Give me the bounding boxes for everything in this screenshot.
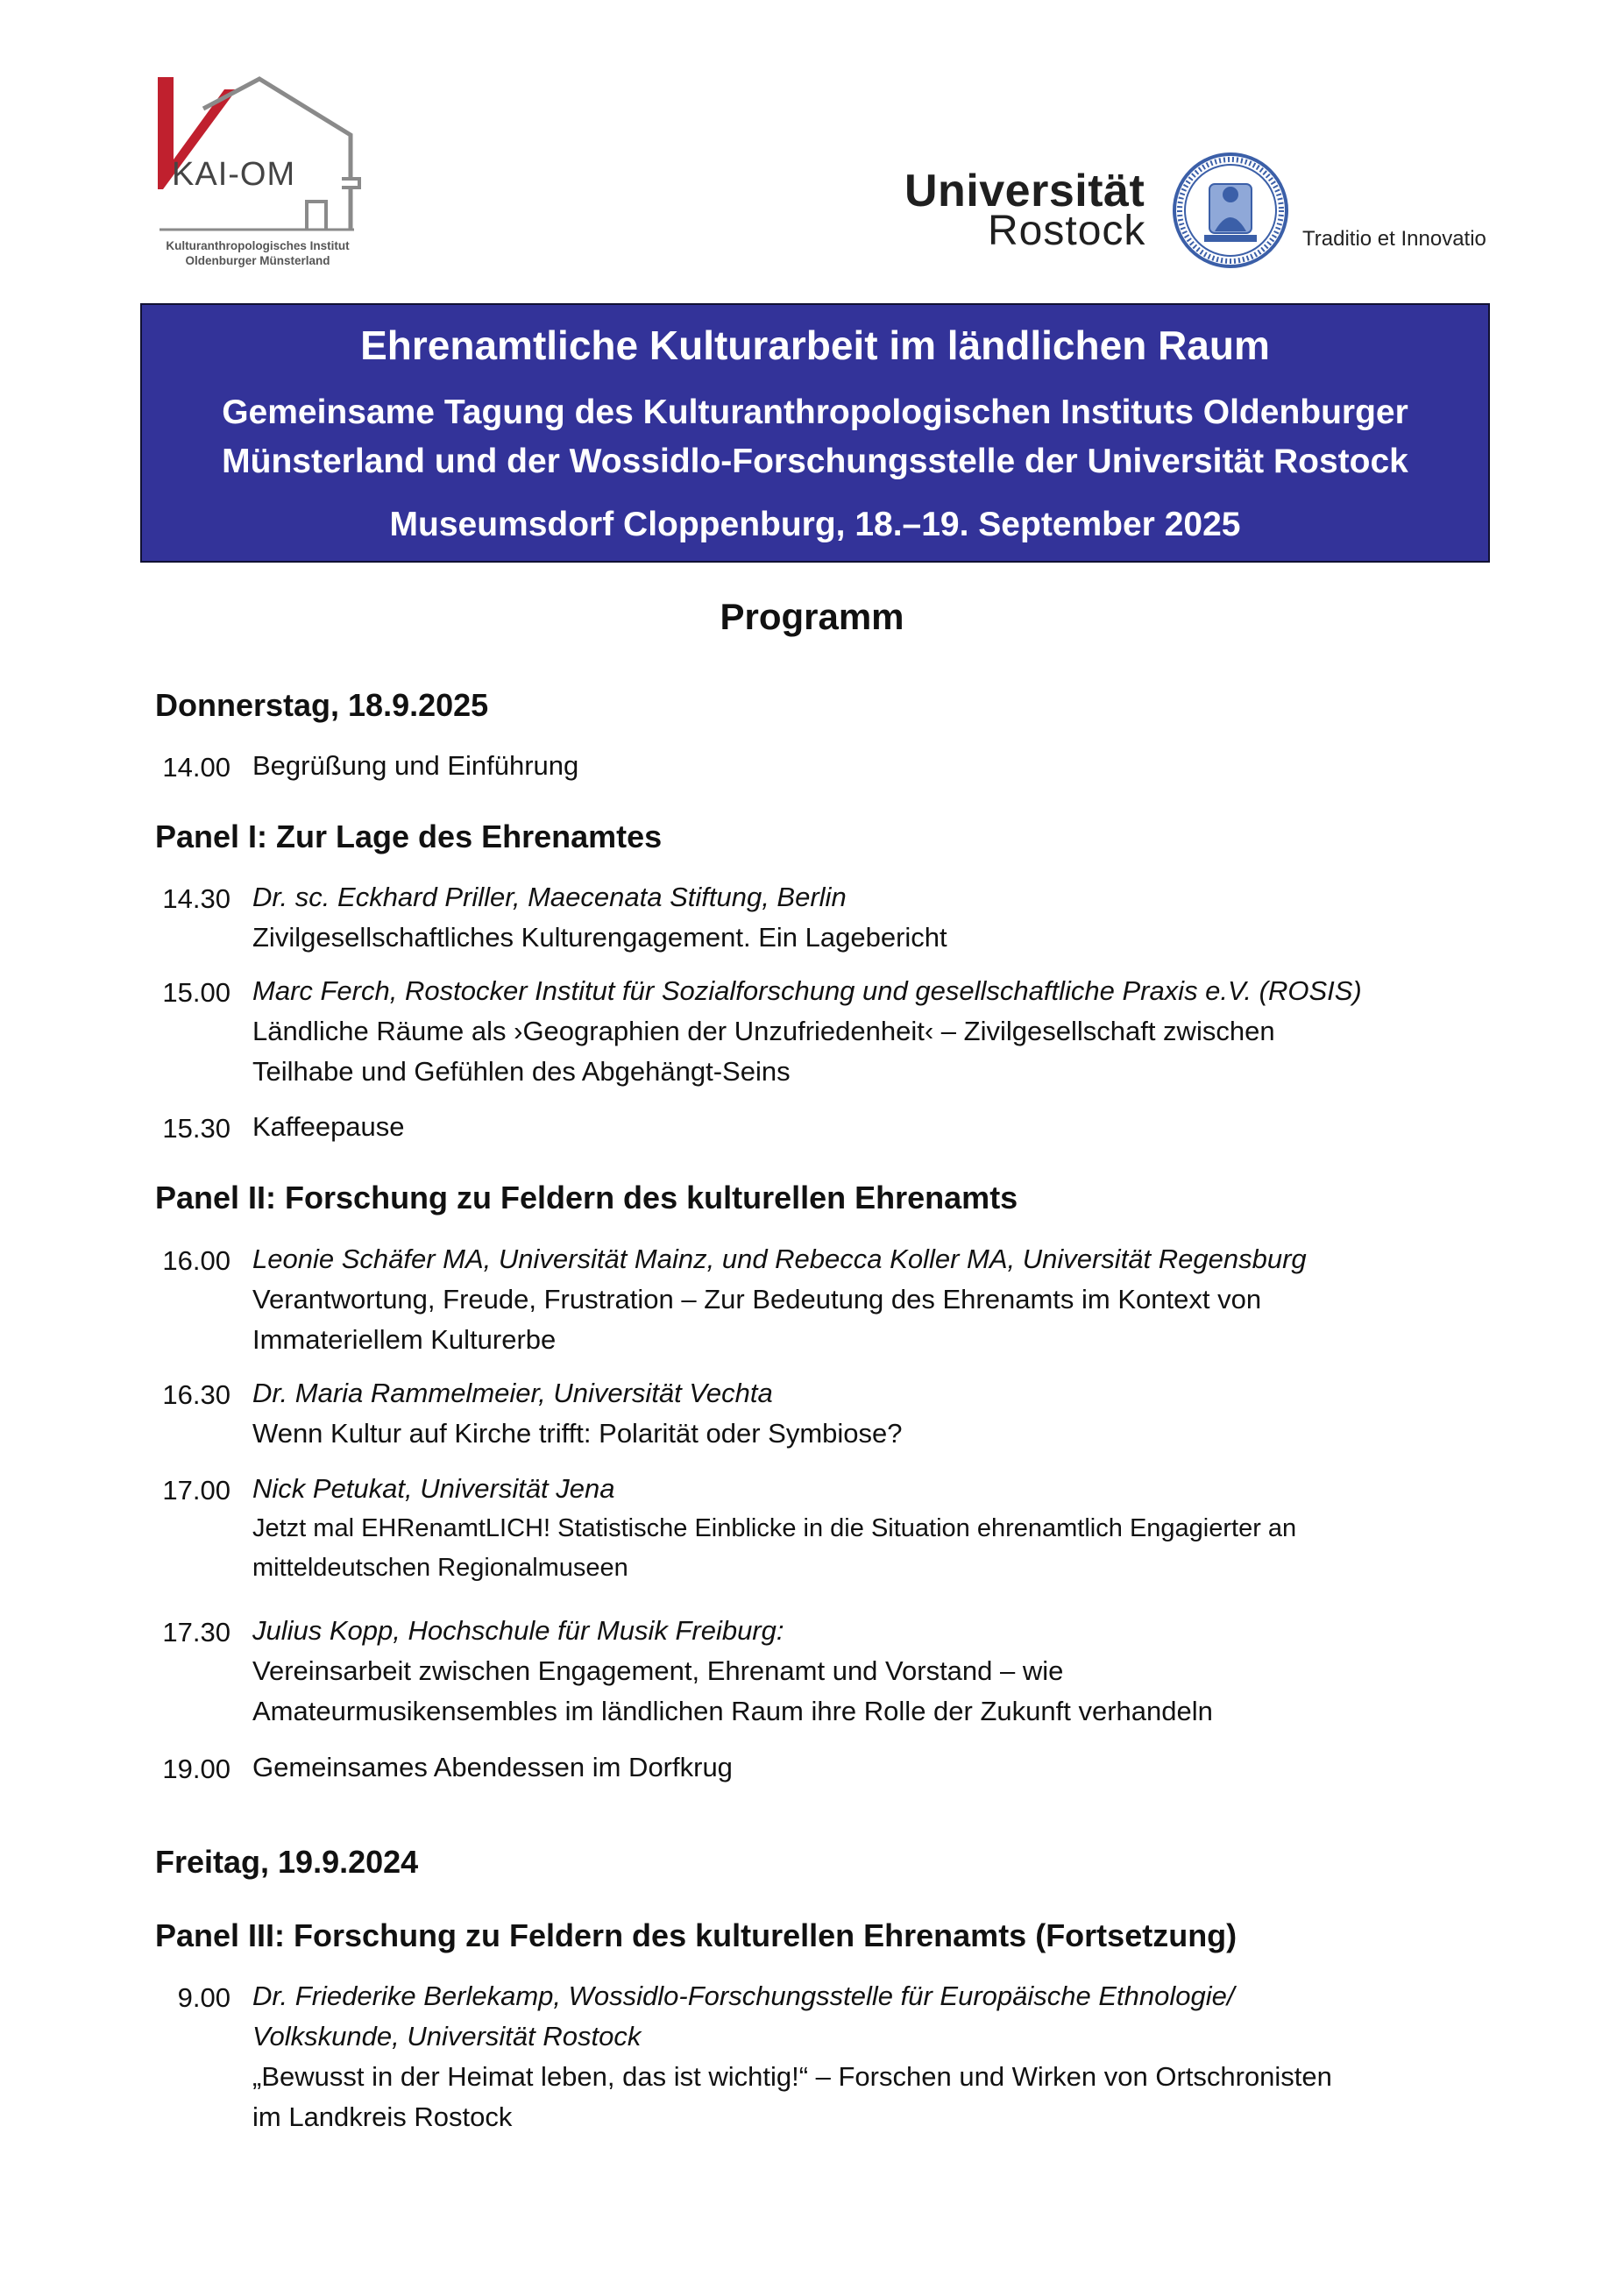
item-time: 16.00 (162, 1245, 230, 1276)
schedule-item (252, 1469, 1296, 1588)
panel-heading-2: Panel II: Forschung zu Feldern des kulturellen Ehrenamts (155, 1180, 1018, 1215)
schedule-item (252, 746, 578, 786)
university-seal-icon (1171, 151, 1290, 270)
item-time: 14.30 (162, 883, 230, 914)
kaiom-subtitle-line1: Kulturanthropologisches Institut (166, 239, 350, 252)
kaiom-subtitle-line2: Oldenburger Münsterland (185, 254, 330, 267)
conference-subtitle-line2: Münsterland und der Wossidlo-Forschungsstelle der Universität Rostock (222, 443, 1408, 480)
university-motto: Traditio et Innovatio (1302, 227, 1486, 251)
schedule-item (252, 1747, 733, 1788)
item-title-line2: mitteldeutschen Regionalmuseen (252, 1554, 628, 1582)
item-title-line2: im Landkreis Rostock (252, 2101, 513, 2132)
kaiom-logo-text: KAI-OM (172, 156, 296, 193)
item-speaker: Julius Kopp, Hochschule für Musik Freiburg: (252, 1615, 784, 1646)
conference-header-box (140, 303, 1490, 563)
conference-title: Ehrenamtliche Kulturarbeit im ländlichen Raum (360, 322, 1270, 368)
schedule-item (252, 1976, 1332, 2137)
university-city: Rostock (988, 208, 1146, 254)
item-speaker: Dr. sc. Eckhard Priller, Maecenata Stiftung, Berlin (252, 882, 847, 912)
item-title: Gemeinsames Abendessen im Dorfkrug (252, 1752, 733, 1782)
item-time: 14.00 (162, 752, 230, 783)
conference-venue-date: Museumsdorf Cloppenburg, 18.–19. September 2025 (389, 506, 1241, 543)
item-time: 15.00 (162, 977, 230, 1008)
schedule-item (252, 1107, 405, 1147)
item-title-line1: „Bewusst in der Heimat leben, das ist wichtig!“ – Forschen und Wirken von Ortschronisten (252, 2061, 1332, 2092)
day-heading-friday: Freitag, 19.9.2024 (155, 1844, 419, 1880)
item-title-line2: Amateurmusikensembles im ländlichen Raum ihre Rolle der Zukunft verhandeln (252, 1696, 1213, 1726)
item-speaker-line2: Volkskunde, Universität Rostock (252, 2021, 642, 2052)
schedule-item (252, 971, 1362, 1092)
item-speaker: Nick Petukat, Universität Jena (252, 1473, 615, 1504)
item-time: 17.30 (162, 1617, 230, 1648)
item-title: Zivilgesellschaftliches Kulturengagement. Ein Lagebericht (252, 922, 947, 953)
item-time: 16.30 (162, 1379, 230, 1410)
program-heading: Programm (720, 596, 904, 637)
panel-heading-3: Panel III: Forschung zu Feldern des kulturellen Ehrenamts (Fortsetzung) (155, 1917, 1238, 1953)
item-title-line1: Vereinsarbeit zwischen Engagement, Ehrenamt und Vorstand – wie (252, 1655, 1064, 1686)
item-title: Begrüßung und Einführung (252, 750, 579, 781)
schedule-item (252, 1239, 1307, 1360)
kaiom-logo-subtitle (154, 238, 361, 268)
item-title-line1: Ländliche Räume als ›Geographien der Unzufriedenheit‹ – Zivilgesellschaft zwischen (252, 1016, 1275, 1046)
item-time: 19.00 (162, 1754, 230, 1784)
item-title-line1: Verantwortung, Freude, Frustration – Zur Bedeutung des Ehrenamts im Kontext von (252, 1284, 1262, 1315)
panel-heading-1: Panel I: Zur Lage des Ehrenamtes (155, 818, 663, 854)
schedule-item (252, 877, 947, 958)
item-speaker: Dr. Maria Rammelmeier, Universität Vechta (252, 1378, 773, 1408)
schedule-item (252, 1373, 903, 1454)
item-speaker: Leonie Schäfer MA, Universität Mainz, und Rebecca Koller MA, Universität Regensburg (252, 1244, 1307, 1274)
item-title-line2: Teilhabe und Gefühlen des Abgehängt-Seins (252, 1056, 791, 1087)
conference-subtitle-line1: Gemeinsame Tagung des Kulturanthropologischen Instituts Oldenburger (222, 393, 1408, 431)
item-speaker: Marc Ferch, Rostocker Institut für Sozialforschung und gesellschaftliche Praxis e.V. (ROSIS) (252, 975, 1362, 1006)
item-title-line1: Jetzt mal EHRenamtLICH! Statistische Einblicke in die Situation ehrenamtlich Engagierter an (252, 1514, 1297, 1542)
item-time: 15.30 (162, 1113, 230, 1144)
item-speaker-line1: Dr. Friederike Berlekamp, Wossidlo-Forschungsstelle für Europäische Ethnologie/ (252, 1981, 1235, 2011)
item-title: Wenn Kultur auf Kirche trifft: Polarität oder Symbiose? (252, 1418, 903, 1449)
item-time: 9.00 (177, 1982, 230, 2013)
item-title: Kaffeepause (252, 1111, 405, 1142)
schedule-item (252, 1611, 1213, 1732)
item-time: 17.00 (162, 1475, 230, 1506)
day-heading-thursday: Donnerstag, 18.9.2025 (155, 687, 489, 723)
item-title-line2: Immateriellem Kulturerbe (252, 1324, 557, 1355)
university-name: Universität (904, 166, 1145, 216)
